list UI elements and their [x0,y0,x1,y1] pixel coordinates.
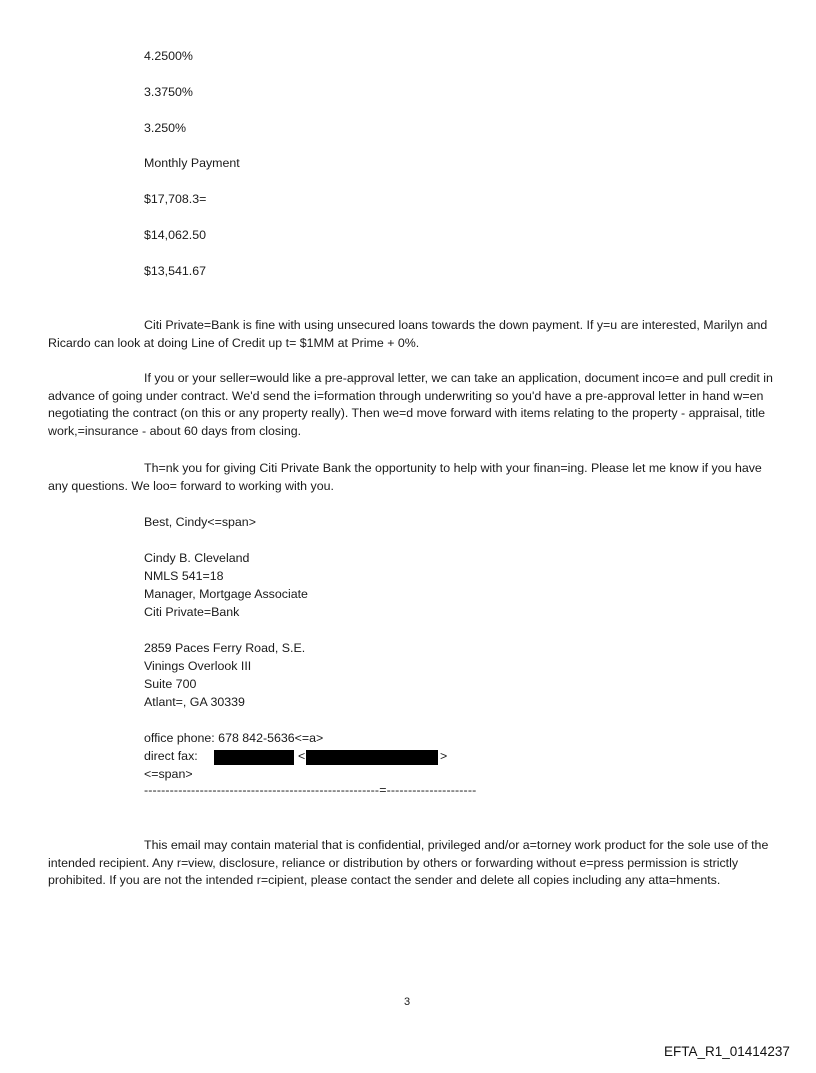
address-line-3: Suite 700 [144,677,197,691]
rate-2: 3.3750% [144,85,193,99]
paragraph-thank-you: Th=nk you for giving Citi Private Bank the opportunity to help with your finan=ing. Please let me know if you have any questions. We loo= forward to working with you. [48,461,762,493]
page-number: 3 [404,996,411,1008]
paragraph-pre-approval: If you or your seller=would like a pre-approval letter, we can take an application, document inco=e and pull credit in advance of going under contract. We'd send the i=formation through underwriting so you'd have a pre-approval letter in hand w=en negotiating the contract (on this or any property really). Then we=d move forward with items relating to the property - appraisal, title work,=insurance - about 60 days from closing. [48,371,773,438]
signature-title: Manager, Mortgage Associate [144,587,308,601]
fax-open-bracket: < [298,749,306,763]
document-id: EFTA_R1_01414237 [664,1044,790,1059]
payment-2: $14,062.50 [144,228,207,242]
redaction-block-fax [214,750,294,765]
signature-closing: Best, Cindy<=span> [144,515,256,529]
address-line-1: 2859 Paces Ferry Road, S.E. [144,641,306,655]
rate-1: 4.2500% [144,49,193,63]
fax-label: direct fax: [144,749,198,763]
paragraph-line-of-credit: Citi Private=Bank is fine with using unsecured loans towards the down payment. If y=u are interested, Marilyn and Ricardo can look at doing Line of Credit up t= $1MM at Prime + 0%. [48,318,768,350]
redaction-block-email [306,750,438,765]
span-close-tag: <=span> [144,767,193,781]
monthly-payment-heading: Monthly Payment [144,156,240,170]
office-phone: office phone: 678 842-5636<=a> [144,731,324,745]
signature-nmls: NMLS 541=18 [144,569,224,583]
signature-bank: Citi Private=Bank [144,605,240,619]
signature-name: Cindy B. Cleveland [144,551,250,565]
rate-3: 3.250% [144,121,187,135]
payment-3: $13,541.67 [144,264,207,278]
payment-1: $17,708.3= [144,192,207,206]
divider-line: -------------------------------------------------------=--------------------- [144,783,477,797]
address-line-4: Atlant=, GA 30339 [144,695,245,709]
address-line-2: Vinings Overlook III [144,659,252,673]
fax-close-bracket: > [440,749,448,763]
confidentiality-disclaimer: This email may contain material that is confidential, privileged and/or a=torney work product for the sole use of the intended recipient. Any r=view, disclosure, reliance or distribution by others or forwarding without e=press permission is strictly prohibited. If you are not the intended r=cipient, please contact the sender and delete all copies including any atta=hments. [48,838,769,887]
